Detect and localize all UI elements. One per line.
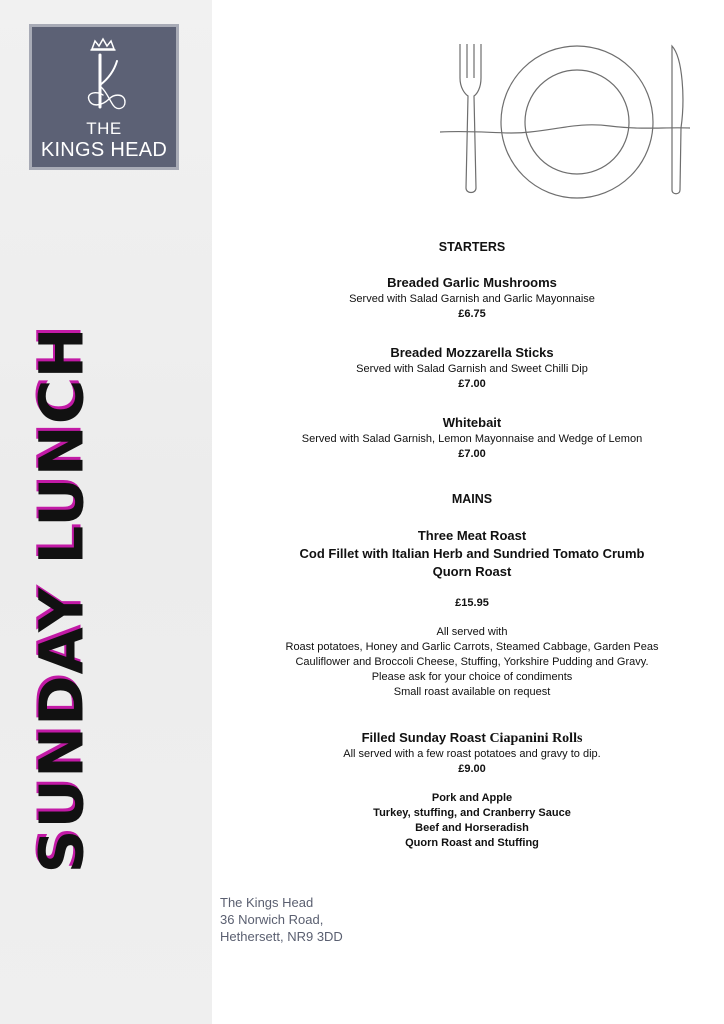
- starter-title: Breaded Mozzarella Sticks: [390, 345, 554, 360]
- starter-description: Served with Salad Garnish and Garlic Mayonnaise: [349, 293, 595, 305]
- address-line: The Kings Head: [220, 895, 314, 910]
- starter-title: Whitebait: [442, 415, 502, 430]
- served-with-line: Roast potatoes, Honey and Garlic Carrots, Steamed Cabbage, Garden Peas: [285, 641, 659, 653]
- mains-heading: MAINS: [451, 492, 493, 506]
- sidebar: [0, 0, 212, 1024]
- main-roast-item: Three Meat Roast: [417, 528, 527, 543]
- rolls-title: [232, 730, 712, 747]
- logo-line-kings-head: KINGS HEAD: [40, 139, 168, 161]
- starters-heading: STARTERS: [438, 240, 506, 254]
- starter-price: £6.75: [458, 308, 486, 320]
- starter-title: Breaded Garlic Mushrooms: [387, 275, 557, 290]
- crown-k-monogram-icon: [62, 35, 152, 121]
- served-with-line: Cauliflower and Broccoli Cheese, Stuffing, Yorkshire Pudding and Gravy.: [295, 656, 649, 668]
- roll-filling: Beef and Horseradish: [415, 822, 529, 834]
- sunday-lunch-title: SUNDAY LUNCH: [26, 326, 98, 874]
- starter-description: Served with Salad Garnish, Lemon Mayonnaise and Wedge of Lemon: [301, 433, 643, 445]
- starter-description: Served with Salad Garnish and Sweet Chilli Dip: [356, 363, 588, 375]
- rolls-price: £9.00: [458, 763, 486, 775]
- served-with-line: Small roast available on request: [393, 686, 551, 698]
- served-with-line: All served with: [436, 626, 508, 638]
- rolls-title-part: Filled Sunday Roast: [361, 730, 490, 745]
- starter-price: £7.00: [458, 378, 486, 390]
- main-roast-item: Quorn Roast: [432, 564, 512, 579]
- rolls-title-part: Ciapanini Rolls: [489, 731, 583, 746]
- kings-head-logo: [29, 24, 179, 170]
- plate-cutlery-icon: [440, 38, 690, 208]
- address-line: 36 Norwich Road,: [220, 912, 324, 927]
- mains-price: £15.95: [455, 597, 489, 609]
- roll-filling: Pork and Apple: [431, 792, 513, 804]
- logo-line-the: THE: [86, 119, 122, 138]
- address-block: [220, 894, 343, 945]
- starter-price: £7.00: [458, 448, 486, 460]
- main-roast-item: Cod Fillet with Italian Herb and Sundried Tomato Crumb: [299, 546, 645, 561]
- rolls-description: All served with a few roast potatoes and gravy to dip.: [343, 748, 601, 760]
- served-with-line: Please ask for your choice of condiments: [371, 671, 573, 683]
- roll-filling: Quorn Roast and Stuffing: [405, 837, 539, 849]
- roll-filling: Turkey, stuffing, and Cranberry Sauce: [373, 807, 571, 819]
- address-line: Hethersett, NR9 3DD: [220, 929, 343, 944]
